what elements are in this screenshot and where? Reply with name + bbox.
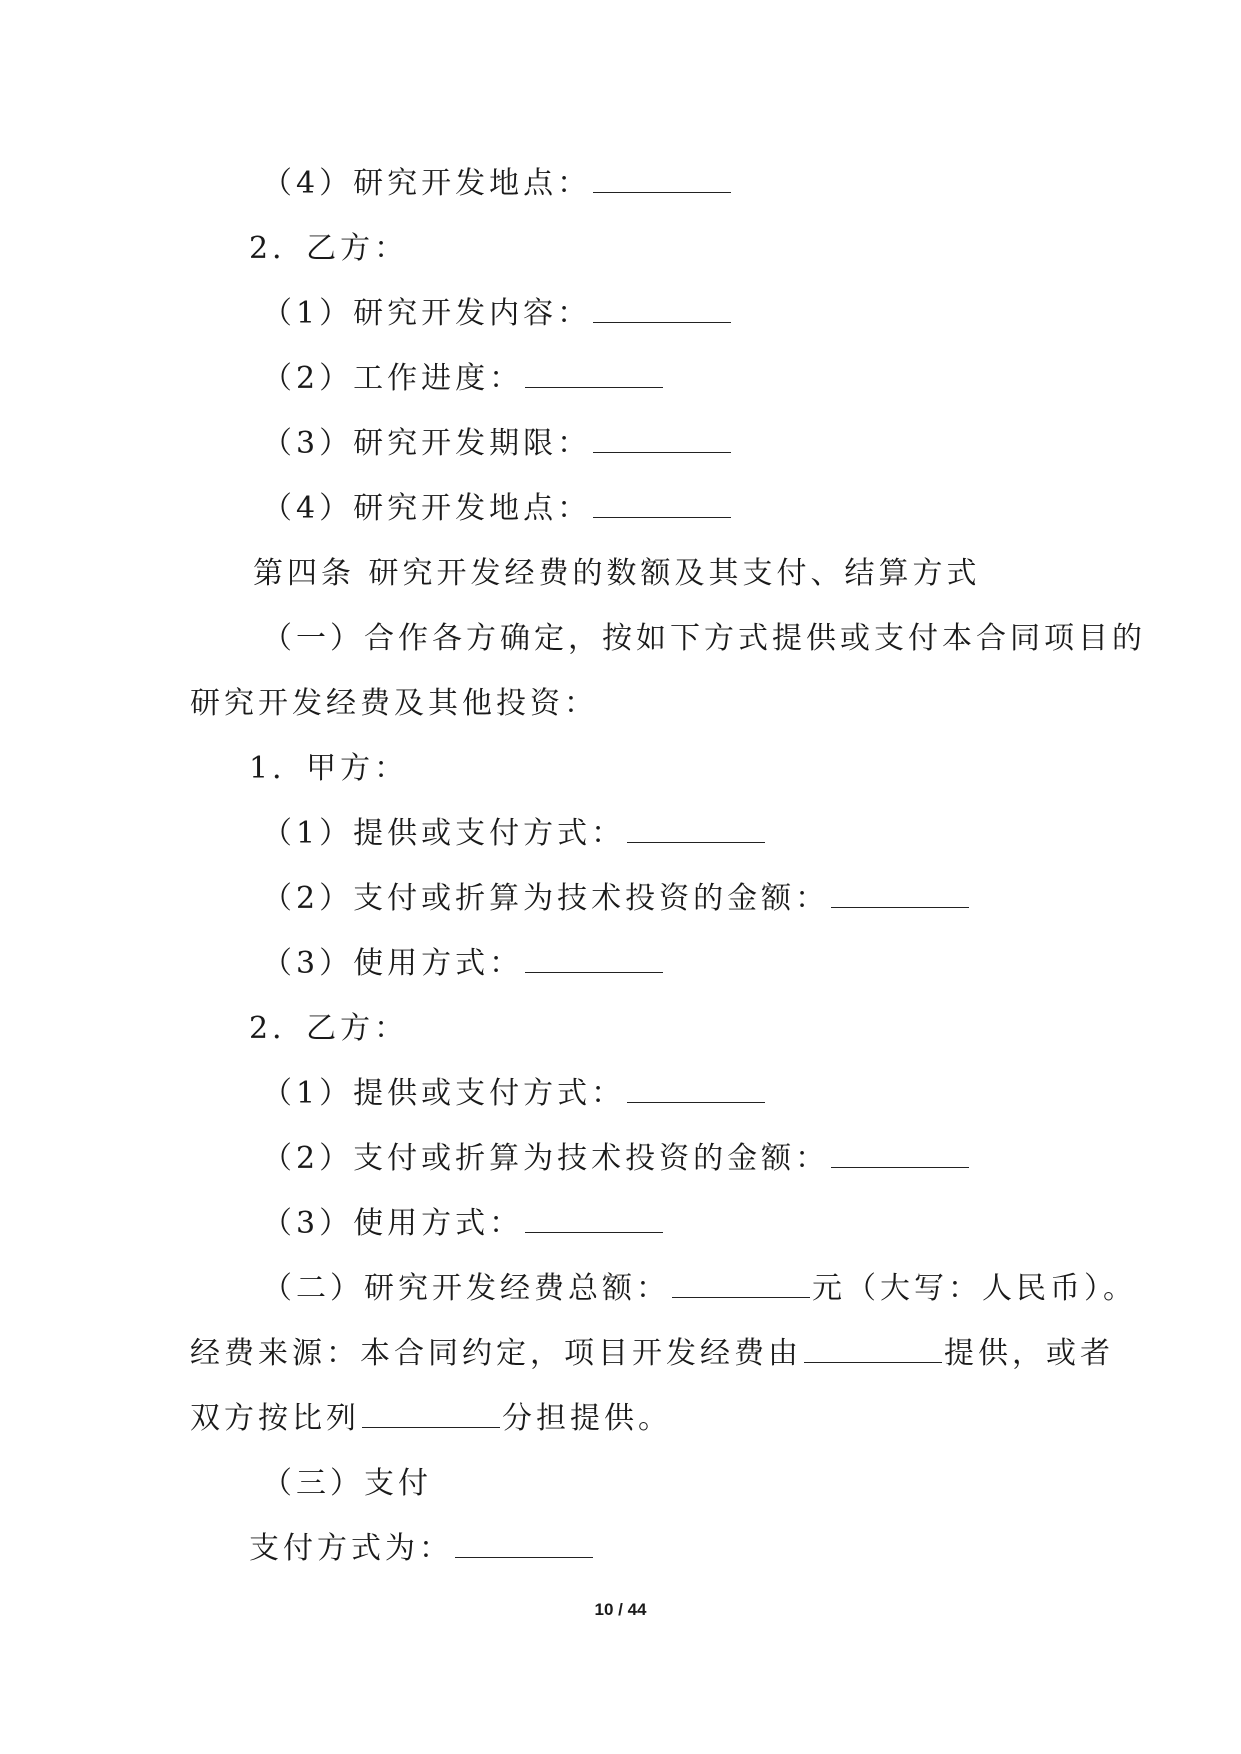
text-line: 研究开发经费及其他投资： [190,686,598,721]
blank-field [362,1401,500,1428]
text-line: （一）合作各方确定，按如下方式提供或支付本合同项目的 [262,621,1146,656]
blank-field [593,296,731,323]
text-line: 经费来源：本合同约定，项目开发经费由 提供，或者 [190,1336,1114,1371]
blank-field [455,1531,593,1558]
blank-field [525,946,663,973]
text-line: （1）提供或支付方式： [262,1074,767,1114]
blank-field [593,426,731,453]
blank-field [804,1336,942,1363]
text-line: （2）支付或折算为技术投资的金额： [262,1139,971,1179]
text-line: （3）使用方式： [262,1204,665,1244]
blank-field [525,361,663,388]
text-line: （4）研究开发地点： [262,489,733,529]
blank-field [593,491,731,518]
text-line: 双方按比列 分担提供。 [190,1401,672,1436]
text-line: （2）工作进度： [262,359,665,399]
text-line: （2）支付或折算为技术投资的金额： [262,879,971,919]
text-line: 2．乙方： [249,1011,409,1046]
article-heading: 第四条 研究开发经费的数额及其支付、结算方式 [253,556,981,591]
blank-field [627,1076,765,1103]
page-number: 10 / 44 [594,1600,647,1619]
blank-field [593,166,731,193]
text-line: （三）支付 [262,1466,432,1501]
text-line: （1）研究开发内容： [262,294,733,334]
text-line: （3）使用方式： [262,944,665,984]
text-line: （1）提供或支付方式： [262,814,767,854]
blank-field [831,881,969,908]
text-line: 支付方式为： [249,1529,595,1569]
text-line: 2．乙方： [249,231,409,266]
blank-field [831,1141,969,1168]
blank-field [627,816,765,843]
text-line: （3）研究开发期限： [262,424,733,464]
blank-field [672,1271,810,1298]
text-line: （4）研究开发地点： [262,164,733,204]
text-line: 1．甲方： [249,751,409,786]
blank-field [525,1206,663,1233]
text-line: （二）研究开发经费总额： 元（大写：人民币）。 [262,1271,1137,1306]
